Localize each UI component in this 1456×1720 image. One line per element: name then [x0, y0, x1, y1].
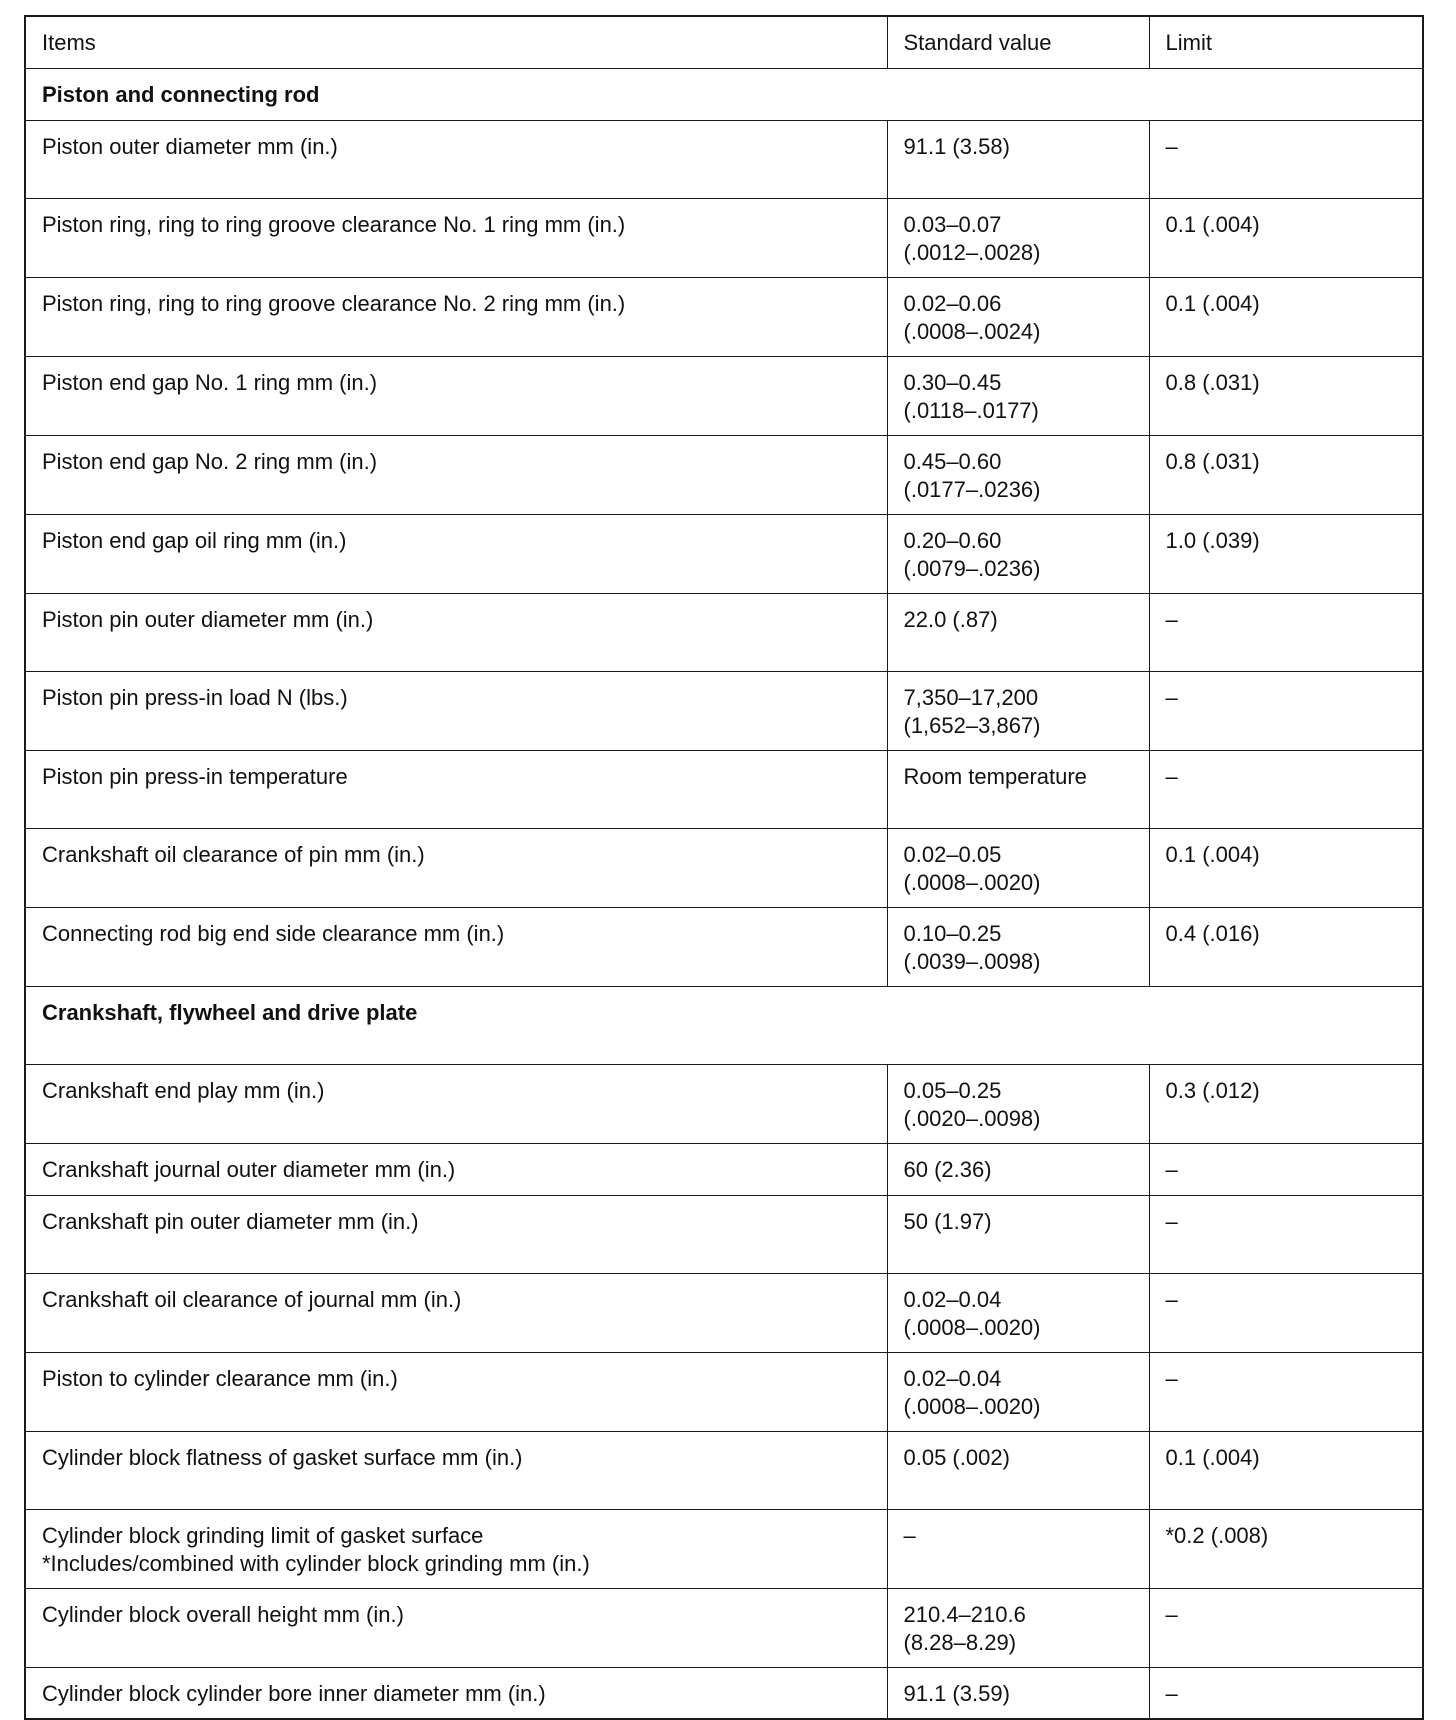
item-cell: Piston end gap No. 2 ring mm (in.) — [25, 435, 887, 514]
table-row — [25, 277, 1423, 356]
standard-value-cell: 22.0 (.87) — [887, 593, 1149, 671]
table-row — [25, 435, 1423, 514]
item-cell: Piston outer diameter mm (in.) — [25, 120, 887, 198]
item-cell: Crankshaft journal outer diameter mm (in.) — [25, 1143, 887, 1195]
item-cell: Crankshaft oil clearance of journal mm (in.) — [25, 1273, 887, 1352]
item-cell: Cylinder block grinding limit of gasket surface *Includes/combined with cylinder block grinding mm (in.) — [25, 1509, 887, 1588]
limit-cell: – — [1149, 120, 1423, 198]
item-cell: Cylinder block cylinder bore inner diameter mm (in.) — [25, 1667, 887, 1719]
item-cell: Cylinder block flatness of gasket surface mm (in.) — [25, 1431, 887, 1509]
item-cell: Piston pin outer diameter mm (in.) — [25, 593, 887, 671]
limit-cell: – — [1149, 1352, 1423, 1431]
item-cell: Piston ring, ring to ring groove clearance No. 2 ring mm (in.) — [25, 277, 887, 356]
standard-value-cell: 0.02–0.04 (.0008–.0020) — [887, 1352, 1149, 1431]
limit-cell: – — [1149, 1273, 1423, 1352]
standard-value-cell: 0.05–0.25 (.0020–.0098) — [887, 1064, 1149, 1143]
header-standard-value: Standard value — [887, 16, 1149, 68]
table-row — [25, 1195, 1423, 1273]
limit-cell: 0.1 (.004) — [1149, 828, 1423, 907]
table-row — [25, 120, 1423, 198]
table-row — [25, 198, 1423, 277]
table-row — [25, 593, 1423, 671]
section-title: Piston and connecting rod — [25, 68, 1423, 120]
standard-value-cell: 0.02–0.04 (.0008–.0020) — [887, 1273, 1149, 1352]
table-row — [25, 828, 1423, 907]
limit-cell: 0.1 (.004) — [1149, 277, 1423, 356]
standard-value-cell: 50 (1.97) — [887, 1195, 1149, 1273]
standard-value-cell: 91.1 (3.59) — [887, 1667, 1149, 1719]
standard-value-cell: 0.30–0.45 (.0118–.0177) — [887, 356, 1149, 435]
item-cell: Crankshaft end play mm (in.) — [25, 1064, 887, 1143]
limit-cell: 0.1 (.004) — [1149, 1431, 1423, 1509]
item-cell: Crankshaft pin outer diameter mm (in.) — [25, 1195, 887, 1273]
table-body — [25, 68, 1423, 1719]
limit-cell: 1.0 (.039) — [1149, 514, 1423, 593]
item-cell: Connecting rod big end side clearance mm (in.) — [25, 907, 887, 986]
table-row — [25, 1352, 1423, 1431]
standard-value-cell: Room temperature — [887, 750, 1149, 828]
item-cell: Piston end gap oil ring mm (in.) — [25, 514, 887, 593]
limit-cell: *0.2 (.008) — [1149, 1509, 1423, 1588]
table-row — [25, 1588, 1423, 1667]
section-header-row — [25, 68, 1423, 120]
item-cell: Crankshaft oil clearance of pin mm (in.) — [25, 828, 887, 907]
standard-value-cell: 91.1 (3.58) — [887, 120, 1149, 198]
section-header-row — [25, 986, 1423, 1064]
standard-value-cell: 0.02–0.06 (.0008–.0024) — [887, 277, 1149, 356]
standard-value-cell: 0.20–0.60 (.0079–.0236) — [887, 514, 1149, 593]
item-cell: Piston pin press-in temperature — [25, 750, 887, 828]
table-row — [25, 1273, 1423, 1352]
item-cell: Piston end gap No. 1 ring mm (in.) — [25, 356, 887, 435]
table-row — [25, 671, 1423, 750]
standard-value-cell: 0.10–0.25 (.0039–.0098) — [887, 907, 1149, 986]
limit-cell: – — [1149, 1195, 1423, 1273]
limit-cell: – — [1149, 1143, 1423, 1195]
limit-cell: 0.4 (.016) — [1149, 907, 1423, 986]
table-row — [25, 514, 1423, 593]
standard-value-cell: 0.03–0.07 (.0012–.0028) — [887, 198, 1149, 277]
limit-cell: – — [1149, 593, 1423, 671]
item-cell: Piston to cylinder clearance mm (in.) — [25, 1352, 887, 1431]
standard-value-cell: – — [887, 1509, 1149, 1588]
limit-cell: – — [1149, 1588, 1423, 1667]
table-row — [25, 1667, 1423, 1719]
standard-value-cell: 0.05 (.002) — [887, 1431, 1149, 1509]
table-row — [25, 1509, 1423, 1588]
table-row — [25, 1431, 1423, 1509]
specification-table — [24, 15, 1424, 1720]
limit-cell: – — [1149, 1667, 1423, 1719]
table-row — [25, 1064, 1423, 1143]
standard-value-cell: 60 (2.36) — [887, 1143, 1149, 1195]
limit-cell: 0.8 (.031) — [1149, 435, 1423, 514]
header-limit: Limit — [1149, 16, 1423, 68]
item-cell: Cylinder block overall height mm (in.) — [25, 1588, 887, 1667]
limit-cell: – — [1149, 750, 1423, 828]
table-row — [25, 1143, 1423, 1195]
limit-cell: – — [1149, 671, 1423, 750]
limit-cell: 0.1 (.004) — [1149, 198, 1423, 277]
item-cell: Piston pin press-in load N (lbs.) — [25, 671, 887, 750]
table-row — [25, 907, 1423, 986]
section-title: Crankshaft, flywheel and drive plate — [25, 986, 1423, 1064]
limit-cell: 0.3 (.012) — [1149, 1064, 1423, 1143]
table-row — [25, 356, 1423, 435]
table-header-row — [25, 16, 1423, 68]
standard-value-cell: 0.02–0.05 (.0008–.0020) — [887, 828, 1149, 907]
header-items: Items — [25, 16, 887, 68]
table-row — [25, 750, 1423, 828]
standard-value-cell: 7,350–17,200 (1,652–3,867) — [887, 671, 1149, 750]
standard-value-cell: 210.4–210.6 (8.28–8.29) — [887, 1588, 1149, 1667]
standard-value-cell: 0.45–0.60 (.0177–.0236) — [887, 435, 1149, 514]
item-cell: Piston ring, ring to ring groove clearance No. 1 ring mm (in.) — [25, 198, 887, 277]
limit-cell: 0.8 (.031) — [1149, 356, 1423, 435]
